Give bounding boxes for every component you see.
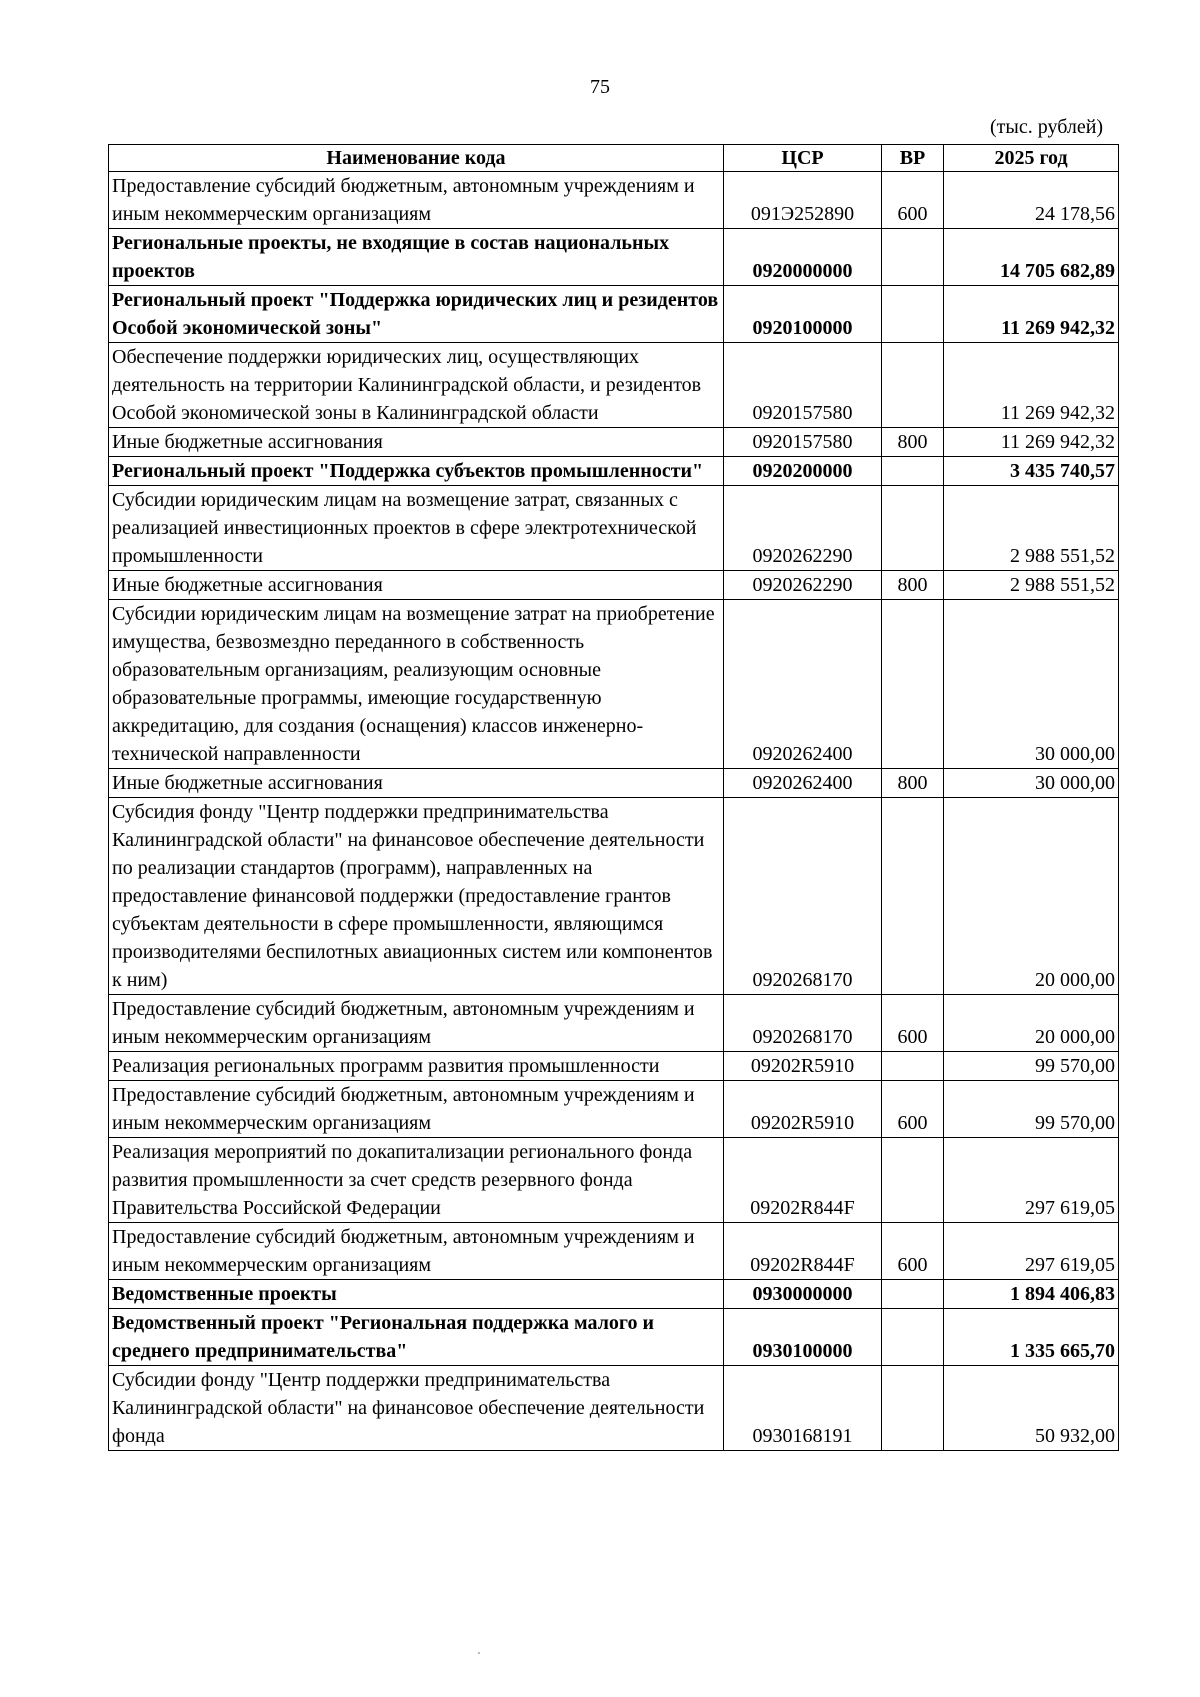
row-csr: 0920100000 [724,286,882,343]
row-vr [882,1052,944,1081]
table-row [109,428,1119,457]
table-row [109,769,1119,798]
table-row [109,286,1119,343]
row-vr [882,1280,944,1309]
row-sum: 2 988 551,52 [944,571,1119,600]
row-csr: 09202R844F [724,1223,882,1280]
row-csr: 0920262400 [724,600,882,769]
row-name: Субсидии фонду "Центр поддержки предпринимательства Калининградской области" на финансовое обеспечение деятельности фонда [109,1366,724,1451]
row-csr: 0920268170 [724,995,882,1052]
header-vr: ВР [882,145,944,172]
row-sum: 99 570,00 [944,1052,1119,1081]
row-sum: 20 000,00 [944,995,1119,1052]
row-vr: 600 [882,995,944,1052]
table-row [109,995,1119,1052]
row-sum: 11 269 942,32 [944,428,1119,457]
row-vr: 800 [882,769,944,798]
row-sum: 1 894 406,83 [944,1280,1119,1309]
row-csr: 091Э252890 [724,172,882,229]
budget-table [108,144,1119,1451]
header-csr: ЦСР [724,145,882,172]
table-row [109,229,1119,286]
table-row [109,457,1119,486]
scan-mark [478,1652,480,1654]
row-name: Реализация региональных программ развития промышленности [109,1052,724,1081]
row-sum: 20 000,00 [944,798,1119,995]
row-sum: 11 269 942,32 [944,286,1119,343]
table-row [109,1052,1119,1081]
row-vr [882,486,944,571]
row-vr [882,229,944,286]
row-name: Реализация мероприятий по докапитализации регионального фонда развития промышленности за счет средств резервного фонда Правительства Российской Федерации [109,1138,724,1223]
row-vr [882,798,944,995]
table-row [109,798,1119,995]
table-row [109,343,1119,428]
page-number: 75 [590,76,610,98]
row-vr: 800 [882,571,944,600]
row-name: Предоставление субсидий бюджетным, автономным учреждениям и иным некоммерческим организациям [109,1081,724,1138]
table-header-row [109,145,1119,172]
row-csr: 0920262290 [724,571,882,600]
row-name: Предоставление субсидий бюджетным, автономным учреждениям и иным некоммерческим организациям [109,995,724,1052]
row-vr [882,286,944,343]
row-vr [882,457,944,486]
table-row [109,172,1119,229]
row-name: Предоставление субсидий бюджетным, автономным учреждениям и иным некоммерческим организациям [109,1223,724,1280]
table-row [109,571,1119,600]
row-sum: 99 570,00 [944,1081,1119,1138]
row-csr: 0930168191 [724,1366,882,1451]
table-row [109,1309,1119,1366]
row-sum: 2 988 551,52 [944,486,1119,571]
row-name: Иные бюджетные ассигнования [109,428,724,457]
row-csr: 09202R844F [724,1138,882,1223]
table-row [109,1081,1119,1138]
table-row [109,1138,1119,1223]
row-vr: 600 [882,1223,944,1280]
row-vr [882,1366,944,1451]
row-csr: 09202R5910 [724,1081,882,1138]
row-csr: 0920262400 [724,769,882,798]
row-sum: 30 000,00 [944,769,1119,798]
row-name: Региональный проект "Поддержка субъектов промышленности" [109,457,724,486]
row-sum: 30 000,00 [944,600,1119,769]
row-csr: 0920268170 [724,798,882,995]
row-csr: 09202R5910 [724,1052,882,1081]
row-csr: 0920200000 [724,457,882,486]
row-sum: 297 619,05 [944,1223,1119,1280]
row-vr [882,600,944,769]
row-name: Субсидии юридическим лицам на возмещение затрат на приобретение имущества, безвозмездно переданного в собственность образовательным организациям, реализующим основные образовательные программы, имеющие государственную аккредитацию, для создания (оснащения) классов инженерно-технической направленности [109,600,724,769]
row-name: Ведомственные проекты [109,1280,724,1309]
row-sum: 1 335 665,70 [944,1309,1119,1366]
row-vr [882,1309,944,1366]
unit-label: (тыс. рублей) [990,116,1104,138]
row-name: Иные бюджетные ассигнования [109,571,724,600]
row-sum: 11 269 942,32 [944,343,1119,428]
row-name: Обеспечение поддержки юридических лиц, осуществляющих деятельность на территории Калининградской области, и резидентов Особой экономической зоны в Калининградской области [109,343,724,428]
row-vr [882,1138,944,1223]
row-csr: 0920262290 [724,486,882,571]
table-row [109,1280,1119,1309]
row-vr [882,343,944,428]
table-row [109,600,1119,769]
row-name: Субсидии юридическим лицам на возмещение затрат, связанных с реализацией инвестиционных проектов в сфере электротехнической промышленности [109,486,724,571]
row-sum: 297 619,05 [944,1138,1119,1223]
row-sum: 3 435 740,57 [944,457,1119,486]
row-name: Региональный проект "Поддержка юридических лиц и резидентов Особой экономической зоны" [109,286,724,343]
row-name: Предоставление субсидий бюджетным, автономным учреждениям и иным некоммерческим организациям [109,172,724,229]
table-row [109,486,1119,571]
row-name: Иные бюджетные ассигнования [109,769,724,798]
row-name: Региональные проекты, не входящие в состав национальных проектов [109,229,724,286]
row-sum: 50 932,00 [944,1366,1119,1451]
row-csr: 0920157580 [724,428,882,457]
row-name: Ведомственный проект "Региональная поддержка малого и среднего предпринимательства" [109,1309,724,1366]
row-vr: 600 [882,172,944,229]
row-vr: 800 [882,428,944,457]
row-csr: 0920157580 [724,343,882,428]
row-csr: 0930100000 [724,1309,882,1366]
row-name: Субсидия фонду "Центр поддержки предпринимательства Калининградской области" на финансовое обеспечение деятельности по реализации стандартов (программ), направленных на предоставление финансовой поддержки (предоставление грантов субъектам деятельности в сфере промышленности, являющимся производителями беспилотных авиационных систем или компонентов к ним) [109,798,724,995]
row-csr: 0920000000 [724,229,882,286]
row-sum: 14 705 682,89 [944,229,1119,286]
row-sum: 24 178,56 [944,172,1119,229]
table-row [109,1223,1119,1280]
row-csr: 0930000000 [724,1280,882,1309]
header-name: Наименование кода [109,145,724,172]
row-vr: 600 [882,1081,944,1138]
table-row [109,1366,1119,1451]
header-year: 2025 год [944,145,1119,172]
